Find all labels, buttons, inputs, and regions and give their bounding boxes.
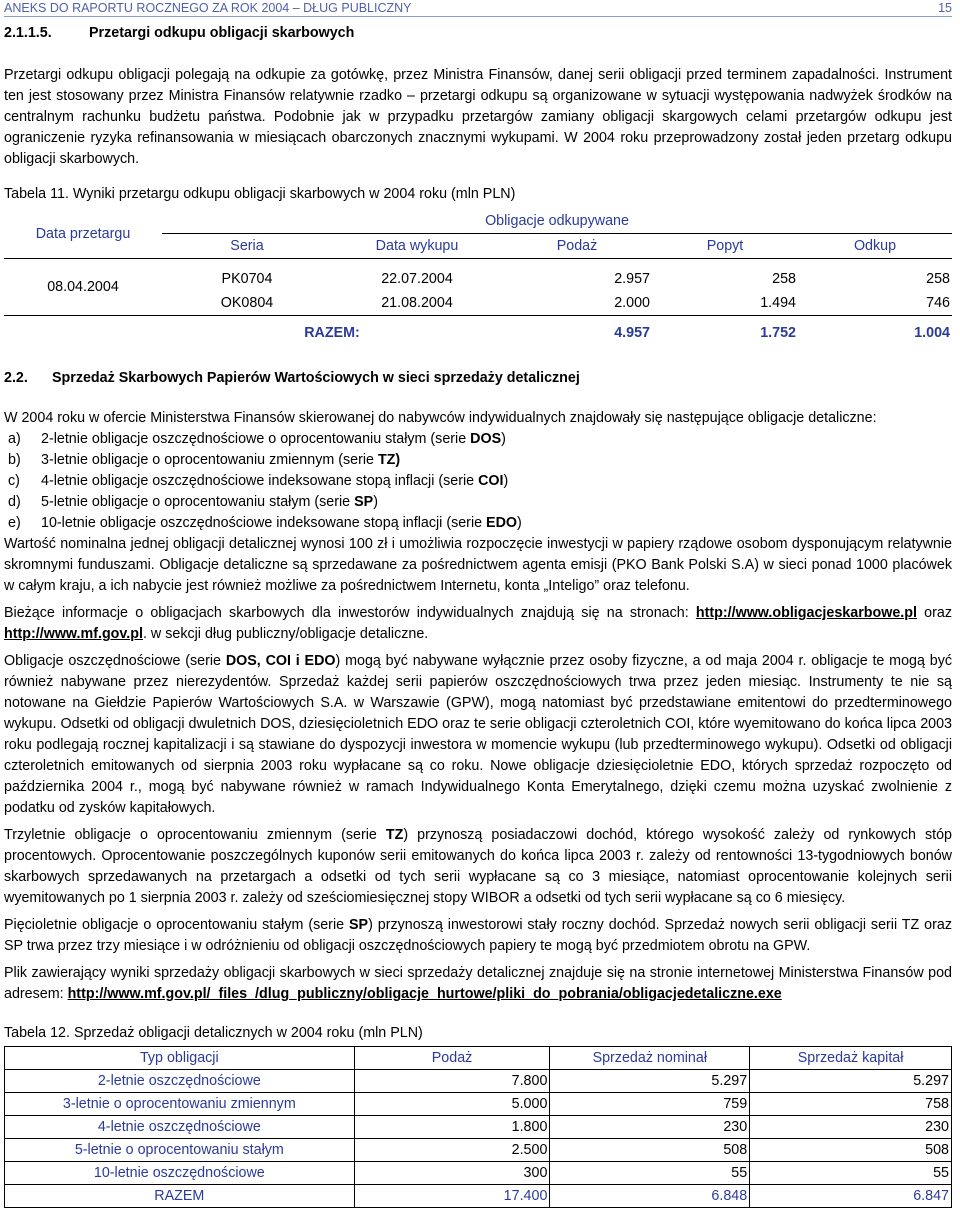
table12-caption: Tabela 12. Sprzedaż obligacji detalicznych w 2004 roku (mln PLN)	[4, 1025, 423, 1041]
table-row	[4, 259, 952, 292]
table-row: 5-letnie o oprocentowaniu stałym 2.500 508 508	[5, 1139, 952, 1162]
section-number: 2.1.1.5.	[4, 25, 52, 41]
table12-header-row	[5, 1047, 952, 1070]
table12-header-nominal: Sprzedaż nominał	[550, 1047, 750, 1070]
table11-cell: 22.07.2004	[381, 271, 453, 287]
table11-caption: Tabela 11. Wyniki przetargu odkupu obligacji skarbowych w 2004 roku (mln PLN)	[4, 186, 516, 202]
table-row: 10-letnie oszczędnościowe 300 55 55	[5, 1162, 952, 1185]
table11-group-header: Obligacje odkupywane	[162, 209, 952, 234]
table12	[4, 1046, 952, 1208]
table12-total-row: RAZEM 17.400 6.848 6.847	[5, 1185, 952, 1208]
page-number: 15	[938, 1, 952, 15]
table11-header-odkup: Odkup	[798, 234, 952, 259]
table12-header-podaz: Podaż	[354, 1047, 550, 1070]
list-item: e) 10-letnie obligacje oszczędnościowe indeksowane stopą inflacji (serie EDO)	[8, 515, 522, 531]
table11-header-data-wykupu: Data wykupu	[332, 234, 502, 259]
table11-cell: 2.000	[614, 295, 650, 311]
table11-date: 08.04.2004	[47, 279, 119, 295]
table11-header-date: Data przetargu	[4, 209, 162, 259]
document-page	[4, 0, 952, 1208]
bond-list	[4, 429, 952, 534]
section-number: 2.2.	[4, 370, 28, 386]
table11-cell: OK0804	[220, 295, 274, 311]
table-row: 2-letnie oszczędnościowe 7.800 5.297 5.297	[5, 1070, 952, 1093]
section-title: Sprzedaż Skarbowych Papierów Wartościowych w sieci sprzedaży detalicznej	[52, 370, 580, 386]
paragraph-nominal: Wartość nominalna jednej obligacji detalicznej wynosi 100 zł i umożliwia rozpoczęcie inwestycji w papiery rządowe osobom dysponującym relatywnie skromnymi funduszami. Obligacje detaliczne są sprzedawane za pośrednictwem agenta emisji (PKO Bank Polski S.A) w sieci ponad 1000 placówek w całym kraju, a ich nabycie jest również możliwe za pośrednictwem Internetu, konta „Inteligo” oraz telefonu.	[4, 536, 952, 594]
link-results-file[interactable]: http://www.mf.gov.pl/_files_/dlug_publiczny/obligacje_hurtowe/pliki_do_pobrania/obligacjedetaliczne.exe	[67, 986, 782, 1002]
table11-cell: PK0704	[221, 271, 273, 287]
table11-header-podaz: Podaż	[502, 234, 652, 259]
list-item: a) 2-letnie obligacje oszczędnościowe o oprocentowaniu stałym (serie DOS)	[8, 431, 506, 447]
paragraph-tz: Trzyletnie obligacje o oprocentowaniu zmiennym (serie TZ) przynoszą posiadaczowi dochód, którego wysokość zależy od rynkowych stóp procentowych. Oprocentowanie poszczególnych kuponów serii emitowanych do końca lipca 2003 r. zależy od rentowności 13-tygodniowych bonów skarbowych sprzedawanych na przetargach a odsetki od tych serii wypłacane są co 3 miesiące, natomiast oprocentowanie kolejnych serii wyemitowanych po 1 sierpnia 2003 r. zależy od sześciomiesięcznej stopy WIBOR a odsetki od tych serii wypłacane są co 6 miesięcy.	[4, 827, 952, 906]
table-row: 4-letnie oszczędnościowe 1.800 230 230	[5, 1116, 952, 1139]
table12-header-kapital: Sprzedaż kapitał	[750, 1047, 952, 1070]
section-heading-2-1-1-5	[4, 23, 952, 45]
paragraph-file: Plik zawierający wyniki sprzedaży obligacji skarbowych w sieci sprzedaży detalicznej znajduje się na stronie internetowej Ministerstwa Finansów pod adresem: http://www.mf.gov.pl/_files_/dlug_publiczny/obligacje_hurtowe/pliki_do_pobrania/obligacjedetaliczne.exe	[4, 965, 952, 1002]
paragraph-savings-bonds: Obligacje oszczędnościowe (serie DOS, COI i EDO) mogą być nabywane wyłącznie przez osoby fizyczne, a od maja 2004 r. obligacje te mogą być również nabywane przez nierezydentów. Sprzedaż każdej serii papierów oszczędnościowych trwa przez jeden miesiąc. Instrumenty te nie są notowane na Giełdzie Papierów Wartościowych S.A. w Warszawie (GPW), mogą natomiast być przedstawiane emitentowi do przedterminowego wykupu. Odsetki od obligacji dwuletnich DOS, dziesięcioletnich EDO oraz te serie obligacji czteroletnich COI, które wyemitowano do końca lipca 2003 roku podlegają rocznej kapitalizacji i są stawiane do dyspozycji inwestora w momencie wykupu (lub przedterminowego wykupu). Odsetki od obligacji czteroletnich emitowanych od sierpnia 2003 roku wypłacane są co roku. Nowe obligacje dziesięcioletnie EDO, których sprzedaż rozpoczęto od października 2004 r., mogą być nabywane również w ramach Indywidualnego Konta Emerytalnego, dzięki czemu można uzyskać zwolnienie z podatku od zysków kapitałowych.	[4, 653, 952, 816]
paragraph-sp: Pięcioletnie obligacje o oprocentowaniu stałym (serie SP) przynoszą inwestorowi stały roczny dochód. Sprzedaż nowych serii obligacji serii TZ oraz SP trwa przez trzy miesiące i w odróżnieniu od obligacji oszczędnościowych papiery te mogą być przedmiotem obrotu na GPW.	[4, 917, 952, 954]
list-item: c) 4-letnie obligacje oszczędnościowe indeksowane stopą inflacji (serie COI)	[8, 473, 509, 489]
list-item: d) 5-letnie obligacje o oprocentowaniu stałym (serie SP)	[8, 494, 378, 510]
table11	[4, 209, 952, 350]
paragraph-intro: W 2004 roku w ofercie Ministerstwa Finansów skierowanej do nabywców indywidualnych znajdowały się następujące obligacje detaliczne:	[4, 410, 877, 426]
list-item: b) 3-letnie obligacje o oprocentowaniu zmiennym (serie TZ)	[8, 452, 401, 468]
table11-total-label: RAZEM:	[162, 316, 502, 351]
table11-total-popyt: 1.752	[652, 316, 798, 351]
header-title: ANEKS DO RAPORTU ROCZNEGO ZA ROK 2004 – DŁUG PUBLICZNY	[4, 1, 412, 15]
table11-cell: 258	[772, 271, 796, 287]
table11-total-row	[4, 316, 952, 351]
table11-cell: 258	[926, 271, 950, 287]
link-obligacjeskarbowe[interactable]: http://www.obligacjeskarbowe.pl	[695, 605, 917, 621]
table11-header-seria: Seria	[162, 234, 332, 259]
table11-total-podaz: 4.957	[502, 316, 652, 351]
table11-total-odkup: 1.004	[798, 316, 952, 351]
link-mf-gov[interactable]: http://www.mf.gov.pl	[4, 626, 143, 642]
table11-cell: 2.957	[614, 271, 650, 287]
section-heading-2-2	[4, 368, 952, 390]
section-title: Przetargi odkupu obligacji skarbowych	[89, 25, 355, 41]
paragraph-info: Bieżące informacje o obligacjach skarbowych dla inwestorów indywidualnych znajdują się na stronach: http://www.obligacjeskarbowe.pl oraz http://www.mf.gov.pl. w sekcji dług publiczny/obligacje detaliczne.	[4, 605, 952, 642]
table11-header-popyt: Popyt	[652, 234, 798, 259]
paragraph-buyback: Przetargi odkupu obligacji polegają na odkupie za gotówkę, przez Ministra Finansów, danej serii obligacji przed terminem zapadalności. Instrument ten jest stosowany przez Ministra Finansów relatywnie rzadko – przetargi odkupu są organizowane w sytuacji występowania nadwyżek środków na centralnym rachunku budżetu państwa. Podobnie jak w przypadku przetargów zamiany obligacji skargowych celami przetargów odkupu jest ograniczenie ryzyka refinansowania w miesiącach obarczonych znacznymi wykupami. W 2004 roku przeprowadzony został jeden przetarg odkupu obligacji skarbowych.	[4, 67, 952, 167]
table12-header-typ: Typ obligacji	[5, 1047, 355, 1070]
table11-cell: 746	[926, 295, 950, 311]
page-header	[4, 0, 952, 17]
table11-cell: 21.08.2004	[381, 295, 453, 311]
table-row: 3-letnie o oprocentowaniu zmiennym 5.000 759 758	[5, 1093, 952, 1116]
table11-cell: 1.494	[760, 295, 796, 311]
